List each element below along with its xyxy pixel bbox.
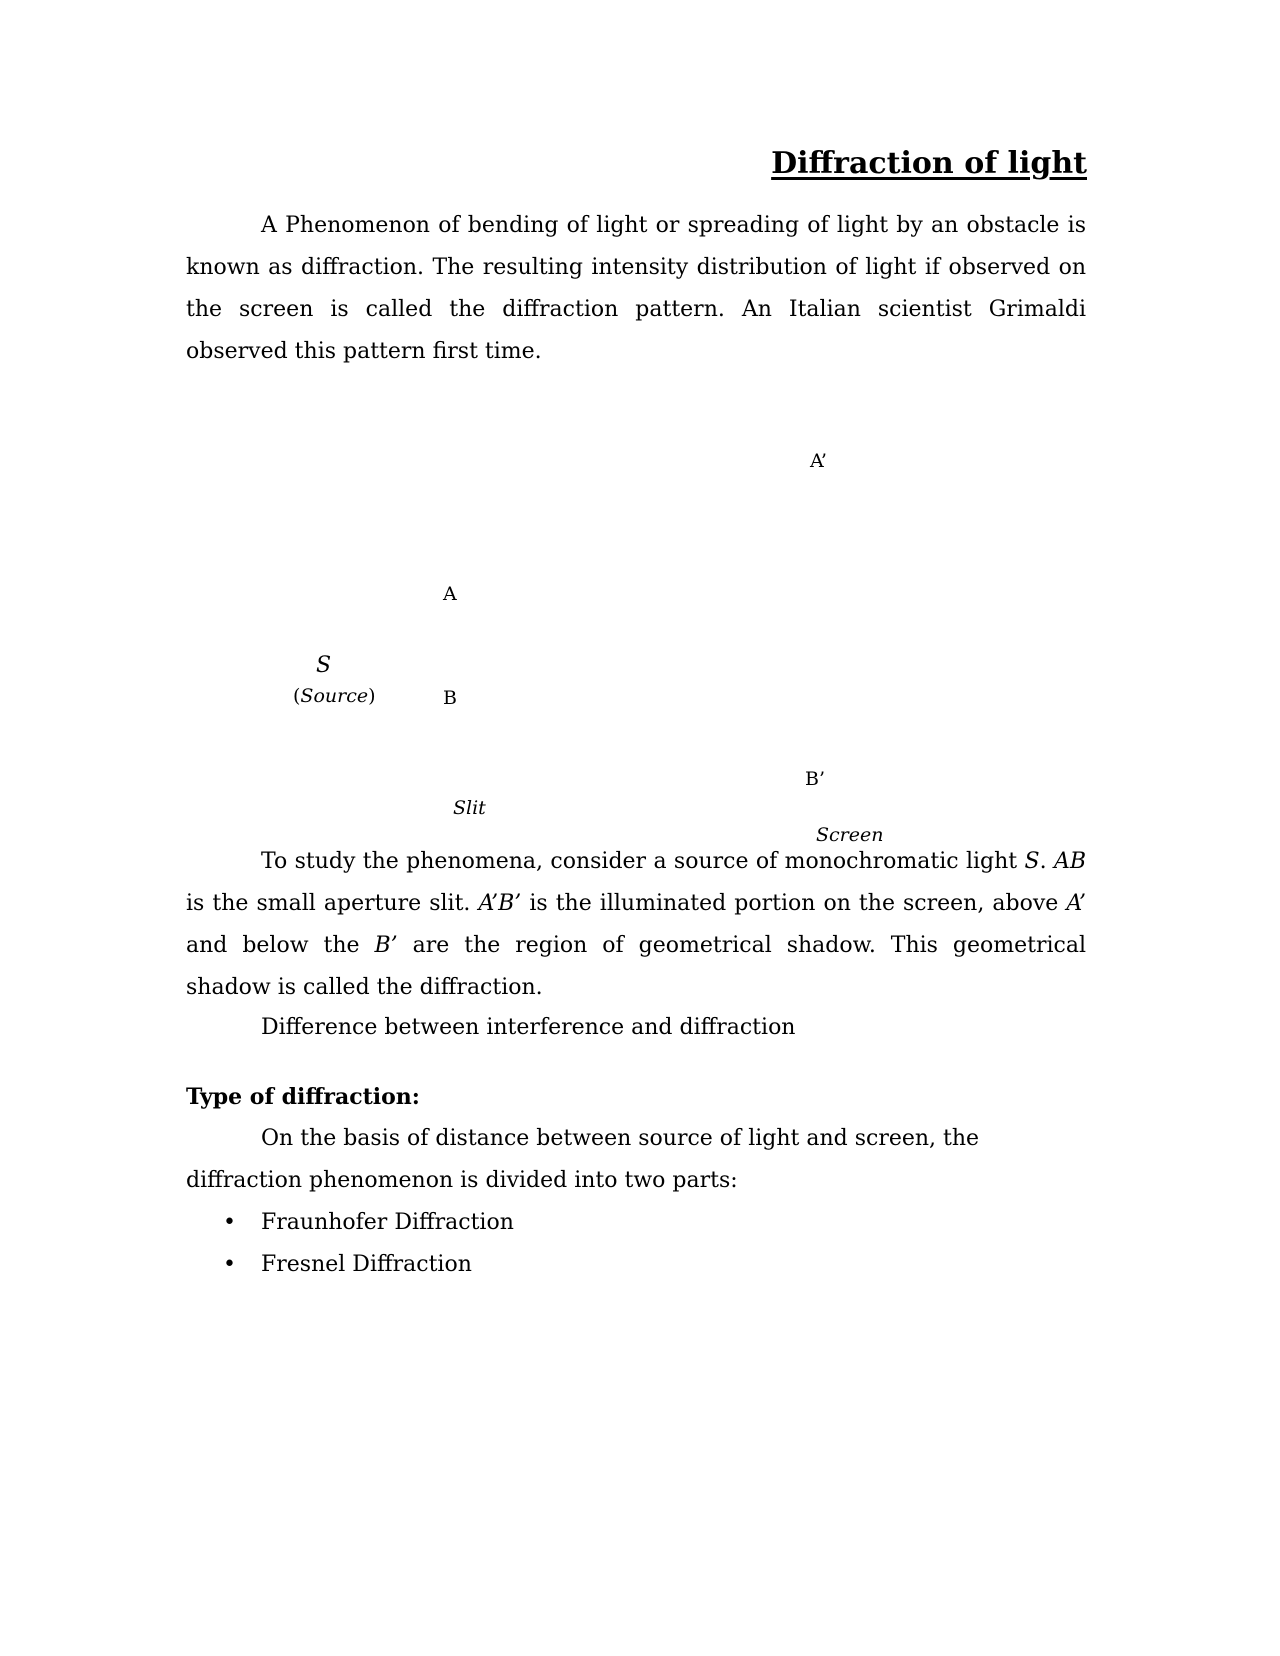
basis-paragraph: On the basis of distance between source of light and screen, the diffraction phenomenon is divided into two parts: (186, 1126, 980, 1193)
intro-paragraph: A Phenomenon of bending of light or spreading of light by an obstacle is known as diffraction. The resulting intensity distribution of light if observed on the screen is called the diffraction pattern. An Italian scientist Grimaldi observed this pattern first time. (186, 213, 1086, 364)
label-source (293, 687, 376, 706)
study-symbol-s: S (1024, 849, 1040, 874)
page-title: Diffraction of light (771, 146, 1087, 181)
types-heading: Type of diffraction: (186, 1084, 420, 1110)
label-source-s: S (316, 653, 332, 678)
study-text-4: is the illuminated portion on the screen, above (521, 891, 1067, 916)
study-symbol-a-b-prime: A’B’ (478, 891, 522, 916)
label-a-prime: A’ (810, 450, 827, 472)
study-symbol-b-prime: B’ (374, 933, 398, 958)
study-paragraph (186, 841, 1086, 1009)
list-item-label: Fresnel Diffraction (261, 1252, 472, 1277)
diffraction-types-list (186, 1202, 514, 1286)
difference-line: Difference between interference and diffraction (261, 1015, 796, 1040)
source-open-paren: ( (293, 685, 301, 707)
study-symbol-a-prime: A’ (1066, 891, 1087, 916)
label-b: B (443, 687, 457, 709)
study-text-3: is the small aperture slit. (186, 891, 479, 916)
study-text-6: are the region of geometrical shadow. This geometrical shadow is called the diffraction. (186, 933, 1087, 1000)
study-text-1: To study the phenomena, consider a source of monochromatic light (261, 849, 1025, 874)
label-b-prime: B’ (805, 768, 826, 790)
label-screen: Screen (816, 824, 884, 846)
source-word: Source (300, 685, 369, 707)
list-item-label: Fraunhofer Diffraction (261, 1210, 514, 1235)
study-text-2: . (1039, 849, 1054, 874)
bullet-icon: • (223, 1252, 236, 1277)
study-text-5: and below the (186, 933, 375, 958)
bullet-icon: • (223, 1210, 236, 1235)
list-item (186, 1244, 514, 1286)
label-slit: Slit (453, 797, 486, 819)
study-symbol-ab: AB (1053, 849, 1086, 874)
source-close-paren: ) (368, 685, 376, 707)
list-item (186, 1202, 514, 1244)
label-a: A (443, 583, 457, 605)
